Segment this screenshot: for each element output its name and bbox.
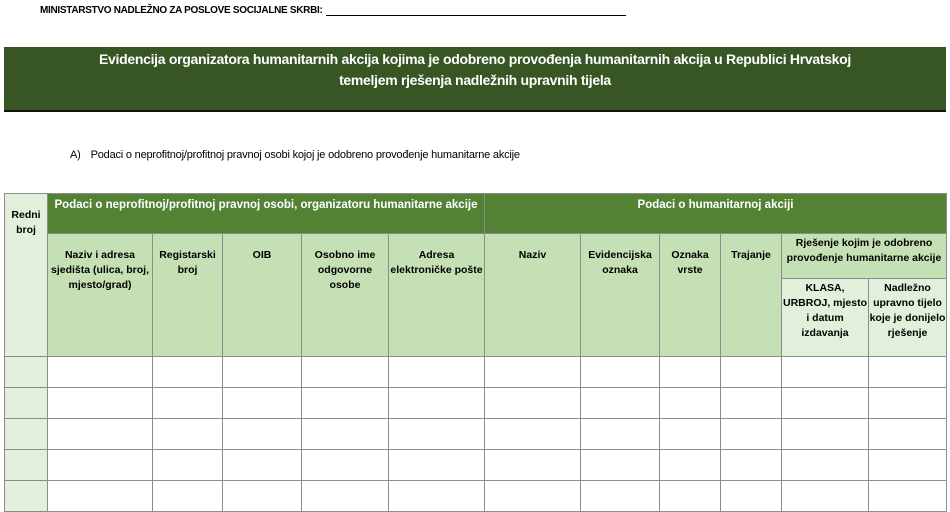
title-line-2: temeljem rješenja nadležnih upravnih tijela (339, 72, 611, 88)
table-cell[interactable] (223, 481, 302, 512)
table-cell[interactable] (302, 419, 389, 450)
table-cell[interactable] (302, 357, 389, 388)
header-naziv-adresa: Naziv i adresa sjedišta (ulica, broj, mjesto/grad) (48, 234, 153, 357)
table-row (5, 357, 947, 388)
header-group-action: Podaci o humanitarnoj akciji (485, 194, 947, 234)
table-cell[interactable] (782, 450, 869, 481)
table-cell[interactable] (153, 481, 223, 512)
section-title: Podaci o neprofitnoj/profitnoj pravnoj osobi kojoj je odobreno provođenje humanitarne akcije (90, 149, 520, 161)
table-cell[interactable] (389, 450, 485, 481)
table-cell[interactable] (869, 357, 947, 388)
table-cell[interactable] (153, 357, 223, 388)
header-oib: OIB (223, 234, 302, 357)
table-cell[interactable] (721, 450, 782, 481)
table-cell[interactable] (581, 388, 660, 419)
header-rjesenje: Rješenje kojim je odobreno provođenje humanitarne akcije (782, 234, 947, 279)
table-cell[interactable] (869, 481, 947, 512)
table-cell[interactable] (782, 481, 869, 512)
table-cell[interactable] (153, 419, 223, 450)
table-cell[interactable] (485, 481, 581, 512)
header-redni-broj: Redni broj (5, 194, 48, 357)
table-cell[interactable] (485, 450, 581, 481)
table-cell[interactable] (5, 419, 48, 450)
header-oznaka-vrste: Oznaka vrste (660, 234, 721, 357)
table-cell[interactable] (660, 450, 721, 481)
table-cell[interactable] (721, 419, 782, 450)
evidence-table (4, 193, 947, 512)
header-nadlezno-tijelo: Nadležno upravno tijelo koje je donijelo rješenje (869, 279, 947, 357)
table-cell[interactable] (48, 450, 153, 481)
header-evidencijska-oznaka: Evidencijska oznaka (581, 234, 660, 357)
ministry-field (40, 5, 626, 16)
table-cell[interactable] (660, 481, 721, 512)
table-cell[interactable] (48, 357, 153, 388)
table-cell[interactable] (660, 357, 721, 388)
table-cell[interactable] (581, 419, 660, 450)
table-cell[interactable] (389, 481, 485, 512)
table-cell[interactable] (581, 450, 660, 481)
document-title-banner (4, 47, 946, 112)
table-cell[interactable] (485, 357, 581, 388)
table-cell[interactable] (5, 357, 48, 388)
header-osobno-ime: Osobno ime odgovorne osobe (302, 234, 389, 357)
header-trajanje: Trajanje (721, 234, 782, 357)
table-cell[interactable] (869, 419, 947, 450)
table-cell[interactable] (389, 388, 485, 419)
table-cell[interactable] (782, 357, 869, 388)
ministry-label: MINISTARSTVO NADLEŽNO ZA POSLOVE SOCIJALNE SKRBI: (40, 5, 323, 16)
table-row (5, 450, 947, 481)
ministry-blank-line[interactable] (326, 5, 626, 16)
table-cell[interactable] (782, 419, 869, 450)
table-cell[interactable] (223, 419, 302, 450)
table-cell[interactable] (485, 388, 581, 419)
table-cell[interactable] (153, 388, 223, 419)
table-cell[interactable] (223, 450, 302, 481)
table-cell[interactable] (721, 357, 782, 388)
table-cell[interactable] (223, 357, 302, 388)
section-heading (70, 149, 520, 161)
header-email: Adresa elektroničke pošte (389, 234, 485, 357)
table-cell[interactable] (223, 388, 302, 419)
table-cell[interactable] (869, 388, 947, 419)
table-cell[interactable] (721, 388, 782, 419)
table-cell[interactable] (48, 481, 153, 512)
table-cell[interactable] (581, 357, 660, 388)
table-cell[interactable] (389, 357, 485, 388)
header-naziv: Naziv (485, 234, 581, 357)
table-cell[interactable] (302, 388, 389, 419)
header-group-organizer: Podaci o neprofitnoj/profitnoj pravnoj osobi, organizatoru humanitarne akcije (48, 194, 485, 234)
table-cell[interactable] (485, 419, 581, 450)
table-row (5, 388, 947, 419)
header-registarski-broj: Registarski broj (153, 234, 223, 357)
table-row (5, 481, 947, 512)
section-marker: A) (70, 149, 81, 161)
table-row (5, 419, 947, 450)
table-cell[interactable] (581, 481, 660, 512)
table-body (5, 357, 947, 512)
table-cell[interactable] (302, 450, 389, 481)
table-cell[interactable] (302, 481, 389, 512)
table-cell[interactable] (782, 388, 869, 419)
table-cell[interactable] (660, 419, 721, 450)
table-cell[interactable] (48, 388, 153, 419)
table-cell[interactable] (389, 419, 485, 450)
table-cell[interactable] (660, 388, 721, 419)
table-cell[interactable] (48, 419, 153, 450)
table-cell[interactable] (153, 450, 223, 481)
table-cell[interactable] (5, 450, 48, 481)
table-cell[interactable] (5, 481, 48, 512)
table-cell[interactable] (869, 450, 947, 481)
table-cell[interactable] (5, 388, 48, 419)
header-klasa-urbroj: KLASA, URBROJ, mjesto i datum izdavanja (782, 279, 869, 357)
table-cell[interactable] (721, 481, 782, 512)
title-line-1: Evidencija organizatora humanitarnih akcija kojima je odobreno provođenja humanitarnih akcija u Republici Hrvatskoj (98, 51, 852, 67)
